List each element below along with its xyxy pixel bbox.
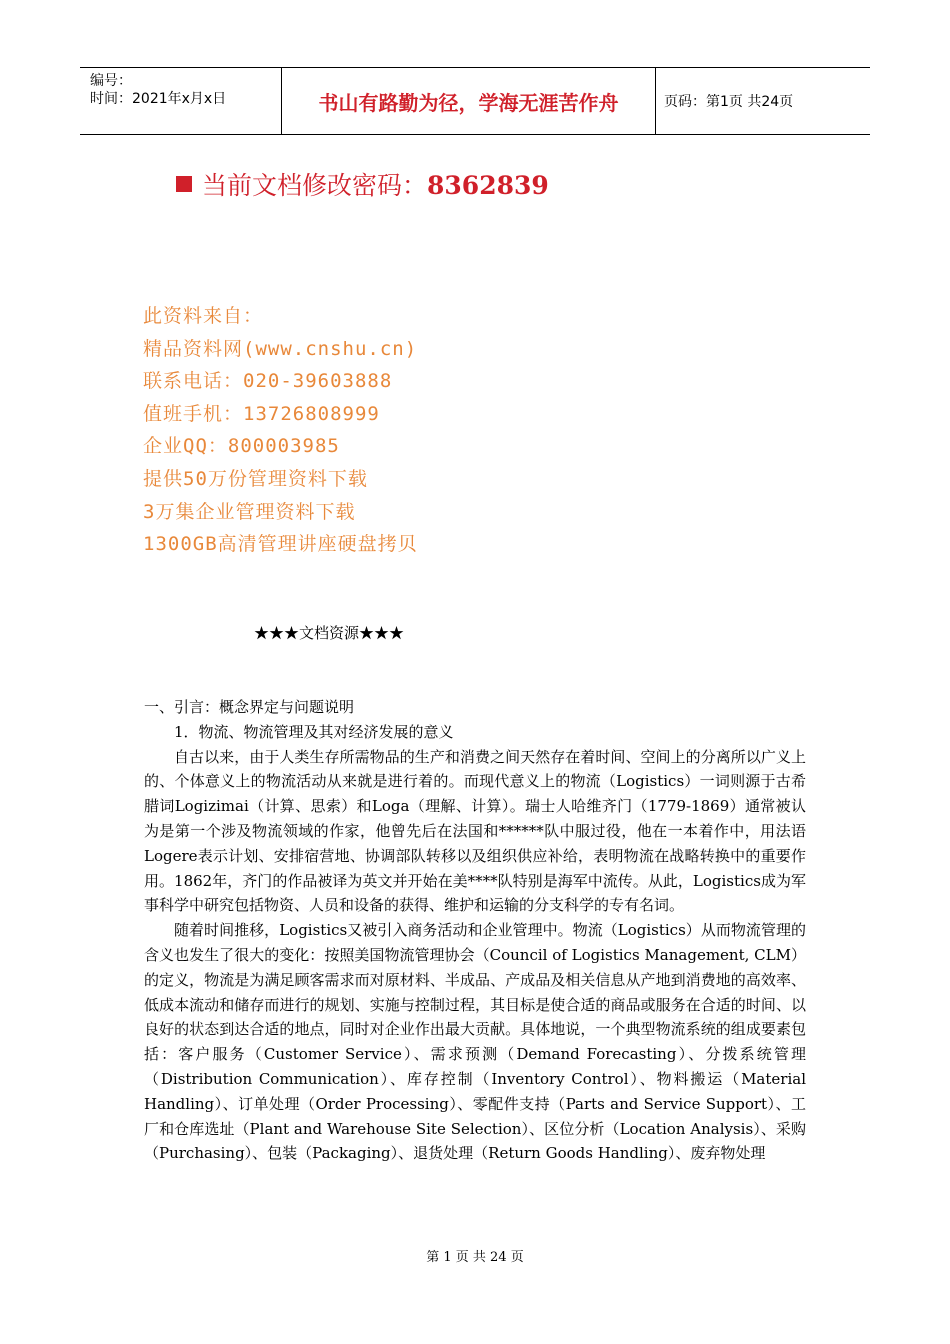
source-line: 此资料来自：: [143, 305, 264, 327]
header-motto: 书山有路勤为径，学海无涯苦作舟: [282, 68, 656, 134]
header-page-info: 页码：第1页 共24页: [664, 94, 794, 110]
source-line: 值班手机：13726808999: [143, 402, 380, 425]
resources-title: ★★★文档资源★★★: [254, 624, 405, 642]
page-footer: 第 1 页 共 24 页: [426, 1250, 524, 1265]
source-line: 1300GB高清管理讲座硬盘拷贝: [143, 533, 418, 556]
red-square-icon: [176, 176, 192, 192]
document-number-label: 编号：: [90, 73, 132, 89]
source-info-block: [143, 300, 418, 561]
password-line: [176, 166, 549, 202]
paragraph: 随着时间推移，Logistics又被引入商务活动和企业管理中。物流（Logistics）从而物流管理的含义也发生了很大的变化：按照美国物流管理协会（Council of Logistics Management, CLM）的定义，物流是为满足顾客需求而对原材料、半成品、产成品及相关信息从产地到消费地的高效率、低成本流动和储存而进行的规划、实施与控制过程，其目标是使合适的商品或服务在合适的时间、以良好的状态到达合适的地点，同时对企业作出最大贡献。具体地说，一个典型物流系统的组成要素包括：客户服务（Customer Service）、需求预测（Demand Forecasting）、分拨系统管理（Distribution Communication）、库存控制（Inventory Control）、物料搬运（Material Handling）、订单处理（Order Processing）、零配件支持（Parts and Service Support）、工厂和仓库选址（Plant and Warehouse Site Selection）、区位分析（Location Analysis）、采购（Purchasing）、包装（Packaging）、退货处理（Return Goods Handling）、废弃物处理: [144, 921, 806, 1163]
source-line: 提供50万份管理资料下载: [143, 467, 368, 490]
section-heading: 一、引言：概念界定与问题说明: [144, 698, 355, 716]
subsection-heading: 1．物流、物流管理及其对经济发展的意义: [174, 722, 454, 741]
password-value: 8362839: [427, 171, 549, 200]
document-time-label: 时间：2021年x月x日: [90, 91, 227, 107]
source-line: 精品资料网(www.cnshu.cn): [143, 337, 418, 360]
header-left-cell: [80, 68, 282, 134]
password-label: 当前文档修改密码：: [202, 171, 428, 200]
header-table: [80, 67, 870, 135]
source-line: 企业QQ：800003985: [143, 435, 340, 458]
source-line: 联系电话：020-39603888: [143, 370, 393, 393]
paragraph: 自古以来，由于人类生存所需物品的生产和消费之间天然存在着时间、空间上的分离所以广义上的、个体意义上的物流活动从来就是进行着的。而现代意义上的物流（Logistics）一词则源于古希腊词Logizimai（计算、思索）和Loga（理解、计算）。瑞士人哈维齐门（1779-1869）通常被认为是第一个涉及物流领域的作家，他曾先后在法国和******队中服过役，他在一本着作中，用法语Logere表示计划、安排宿营地、协调部队转移以及组织供应补给，表明物流在战略转换中的重要作用。1862年，齐门的作品被译为英文并开始在美****队特别是海军中流传。从此，Logistics成为军事科学中研究包括物资、人员和设备的获得、维护和运输的分支科学的专有名词。: [144, 747, 806, 915]
source-line: 3万集企业管理资料下载: [143, 500, 356, 523]
document-body: [144, 695, 806, 1166]
